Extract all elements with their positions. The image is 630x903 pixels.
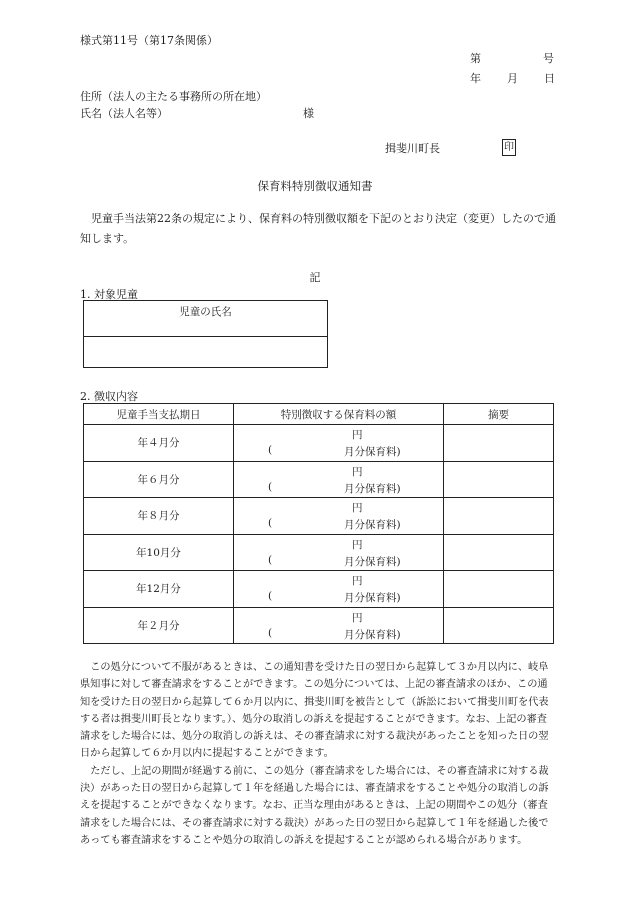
row-remarks [444,498,554,535]
row-yen: 円 [352,611,363,624]
row-amount [234,607,444,644]
target-child-name-cell [84,337,328,368]
document-heading: 保育料特別徴収通知書 [257,179,373,193]
document-body-text: 児童手当法第22条の規定により、保育料の特別徴収額を下記のとおり決定（変更）したので通知します。 [80,212,556,245]
table-row [84,607,554,644]
row-period: 年８月分 [84,498,234,535]
row-amount [234,461,444,498]
date-month: 月 [507,72,518,85]
recipient-name-label: 氏名（法人名等） [80,107,168,120]
row-amount [234,571,444,608]
row-open-paren: ( [268,626,273,639]
row-period: 年12月分 [84,571,234,608]
collection-header-row [84,404,554,425]
section1-label: 1. 対象児童 [80,288,138,301]
row-amount [234,534,444,571]
target-child-name-row [84,337,328,368]
row-fee-note: 月分保育料) [344,592,401,604]
number-suffix: 号 [543,52,554,65]
target-child-header-row [84,301,328,337]
row-remarks [444,534,554,571]
header-remarks: 摘要 [444,404,554,425]
table-row [84,498,554,535]
document-body [80,209,556,249]
table-row [84,534,554,571]
notice-date [470,70,555,86]
row-yen: 円 [352,429,363,441]
row-open-paren: ( [268,480,273,493]
row-fee-note: 月分保育料) [344,446,401,458]
seal-box: 印 [502,139,516,156]
appeal-notice-paragraph-1: この処分について不服があるときは、この通知書を受けた日の翌日から起算して３か月以内に、岐阜県知事に対して審査請求をすることができます。この処分については、上記の審査請求のほか、この通知を受けた日の翌日から起算して６か月以内に、揖斐川町を被告として（訴訟において揖斐川町を代表する者は揖斐川町長となります。）、処分の取消しの訴えを提起することができます。なお、上記の審査請求をした場合には、処分の取消しの訴えは、その審査請求に対する裁決があったことを知った日の翌日から起算して６か月以内に提起することができます。 [80,662,549,760]
row-remarks [444,607,554,644]
target-child-table [83,300,328,368]
row-period: 年10月分 [84,534,234,571]
recipient-address-label: 住所（法人の主たる事務所の所在地） [80,90,267,103]
ki-label: 記 [309,271,321,284]
table-row [84,461,554,498]
row-amount [234,425,444,462]
notice-number [470,50,554,66]
row-yen: 円 [352,502,363,514]
collection-table [83,403,554,644]
row-remarks [444,571,554,608]
row-period: 年６月分 [84,461,234,498]
row-remarks [444,461,554,498]
table-row [84,425,554,462]
appeal-notice [80,659,554,849]
row-open-paren: ( [268,590,273,602]
row-open-paren: ( [268,444,273,456]
number-prefix: 第 [470,52,481,65]
recipient-honorific: 様 [303,107,314,120]
form-number-label: 様式第11号（第17条関係） [80,34,218,47]
section2-label: 2. 徴収内容 [80,390,138,403]
row-fee-note: 月分保育料) [344,628,401,641]
date-year: 年 [470,72,481,85]
row-period: 年２月分 [84,607,234,644]
row-yen: 円 [352,575,363,587]
appeal-notice-paragraph-2: ただし、上記の期間が経過する前に、この処分（審査請求をした場合には、その審査請求に対する裁決）があった日の翌日から起算して１年を経過した場合には、審査請求をすることや処分の取消しの訴えを提起することができなくなります。なお、正当な理由があるときは、上記の期間やこの処分（審査請求をした場合には、その審査請求に対する裁決）があった日の翌日から起算して１年を経過した後であっても審査請求をすることや処分の取消しの訴えを提起することが認められる場合があります。 [80,765,549,846]
header-payment-date: 児童手当支払期日 [84,404,234,425]
row-remarks [444,425,554,462]
row-period: 年４月分 [84,425,234,462]
header-amount: 特別徴収する保育料の額 [234,404,444,425]
row-yen: 円 [352,538,363,551]
date-day: 日 [544,72,555,85]
row-fee-note: 月分保育料) [344,555,401,568]
target-child-header: 児童の氏名 [84,301,328,337]
row-open-paren: ( [268,553,273,566]
row-yen: 円 [352,465,363,478]
row-fee-note: 月分保育料) [344,482,401,495]
row-open-paren: ( [268,517,273,529]
row-fee-note: 月分保育料) [344,519,401,531]
table-row [84,571,554,608]
issuer-title: 揖斐川町長 [385,142,440,155]
row-amount [234,498,444,535]
